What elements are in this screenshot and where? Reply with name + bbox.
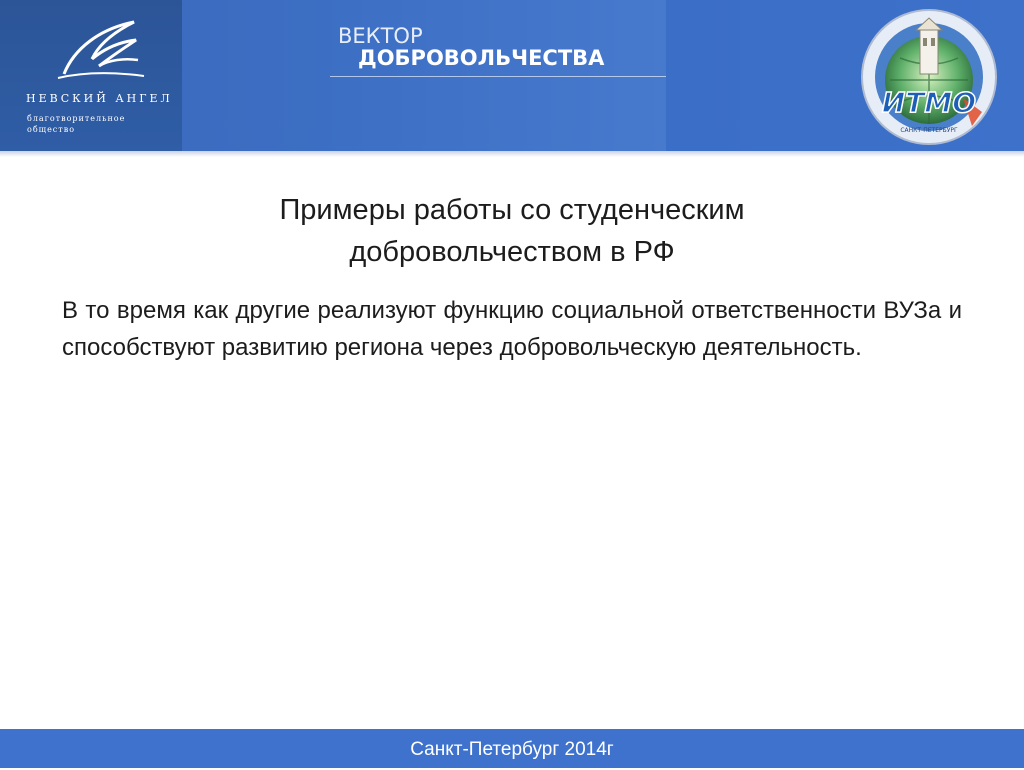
nevsky-angel-subtitle: [27, 113, 125, 135]
vector-title-line1: ВЕКТОР: [338, 24, 423, 48]
vector-divider: [330, 76, 666, 77]
slide-title-line-1: Примеры работы со студенческим: [279, 194, 745, 226]
subtitle-line-1: благотворительное: [27, 114, 126, 123]
itmo-emblem-icon: [860, 8, 998, 146]
header-banner: [0, 0, 1024, 151]
footer-bar: [0, 729, 1024, 768]
vector-title-line2: ДОБРОВОЛЬЧЕСТВА: [358, 46, 605, 70]
slide-title-line-2: добровольчеством в РФ: [349, 236, 675, 268]
itmo-emblem-text: ИТМО: [881, 86, 977, 119]
slide-body-text: В то время как другие реализуют функцию социальной ответственности ВУЗа и способствуют развитию региона через добровольческую деятельность.: [62, 297, 962, 361]
nevsky-angel-name: НЕВСКИЙ АНГЕЛ: [26, 92, 173, 105]
subtitle-line-2: общество: [27, 125, 76, 134]
footer-text: Санкт-Петербург 2014г: [410, 739, 614, 760]
header-shadow: [0, 151, 1024, 157]
nevsky-angel-block: [0, 0, 182, 151]
slide-title: [100, 189, 924, 273]
angel-logo-icon: [44, 14, 154, 84]
itmo-emblem-city: САНКТ-ПЕТЕРБУРГ: [900, 127, 958, 134]
